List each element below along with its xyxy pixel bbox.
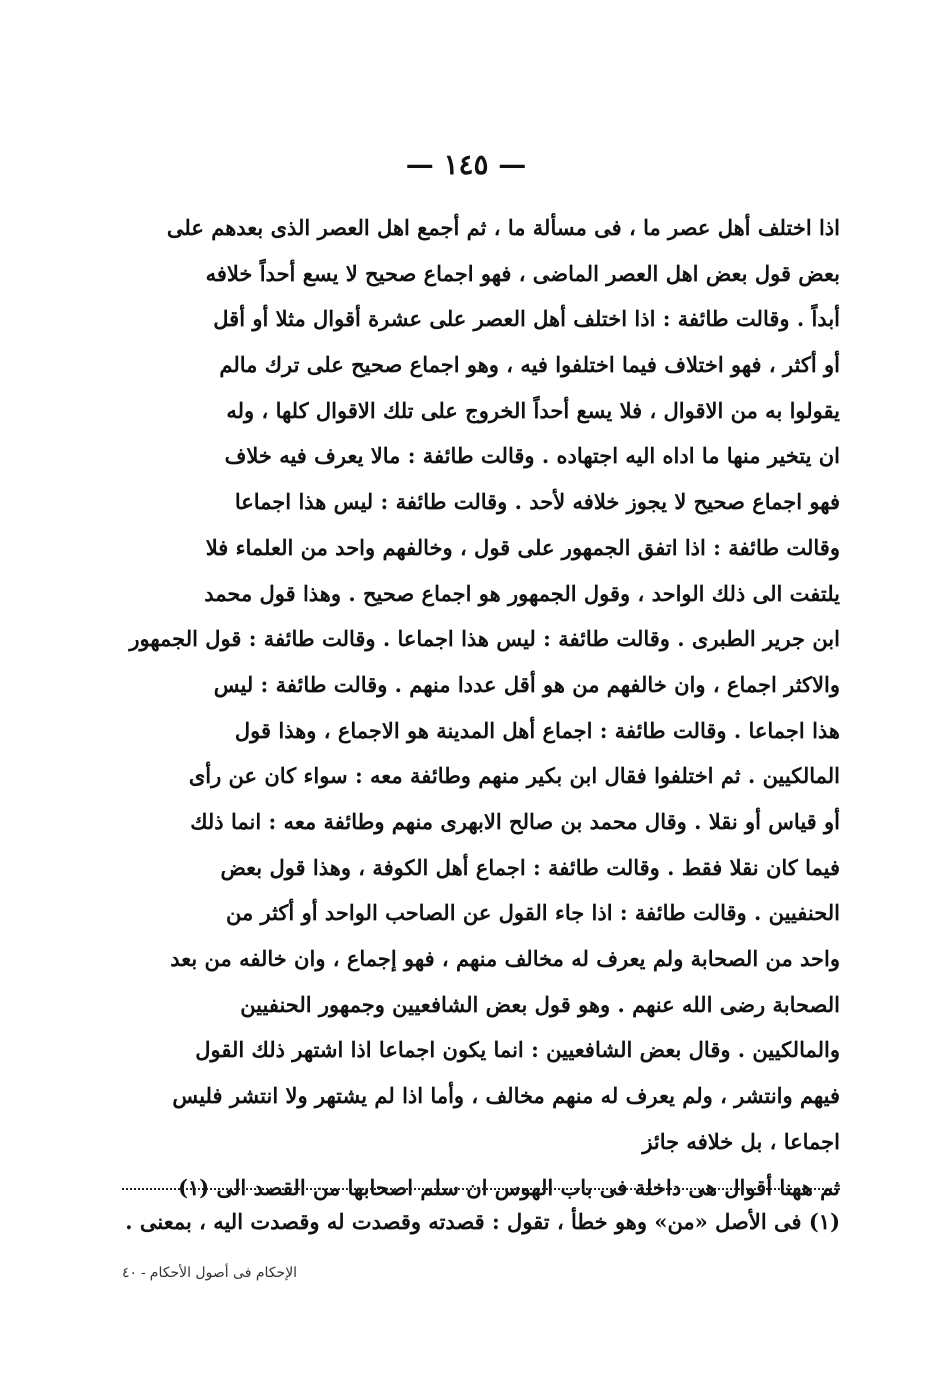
text-line: فهو اجماع صحيح لا يجوز خلافه لأحد . وقالت طائفة : ليس هذا اجماعا <box>234 489 840 515</box>
text-line: هذا اجماعا . وقالت طائفة : اجماع أهل المدينة هو الاجماع ، وهذا قول <box>234 717 840 743</box>
text-line: أبداً . وقالت طائفة : اذا اختلف أهل العصر على عشرة أقوال مثلا أو أقل <box>213 306 840 332</box>
text-line: المالكيين . ثم اختلفوا فقال ابن بكير منهم وطائفة معه : سواء كان عن رأى <box>188 763 840 789</box>
text-line: وقالت طائفة : اذا اتفق الجمهور على قول ، وخالفهم واحد من العلماء فلا <box>205 534 840 560</box>
signature-separator: - <box>141 1265 146 1281</box>
signature-sheet-number: ٤٠ <box>122 1265 138 1281</box>
text-line: الحنفيين . وقالت طائفة : اذا جاء القول عن الصاحب الواحد أو أكثر من <box>225 900 840 926</box>
text-line: والاكثر اجماع ، وان خالفهم من هو أقل عددا منهم . وقالت طائفة : ليس <box>213 671 840 697</box>
text-line: يقولوا به من الاقوال ، فلا يسع أحداً الخروج على تلك الاقوال كلها ، وله <box>226 397 840 423</box>
main-text-block <box>122 205 840 1212</box>
page-number: — ١٤٥ — <box>405 148 527 181</box>
text-line: اجماعا ، بل خلافه جائز <box>642 1128 840 1154</box>
text-line: الصحابة رضى الله عنهم . وهو قول بعض الشافعيين وجمهور الحنفيين <box>240 991 840 1017</box>
text-line: ان يتخير منها ما اداه اليه اجتهاده . وقالت طائفة : مالا يعرف فيه خلاف <box>224 443 840 469</box>
text-line: والمالكيين . وقال بعض الشافعيين : انما يكون اجماعا اذا اشتهر ذلك القول <box>195 1037 840 1063</box>
text-line: بعض قول بعض اهل العصر الماضى ، فهو اجماع صحيح لا يسع أحداً خلافه <box>205 260 840 286</box>
text-line: يلتفت الى ذلك الواحد ، وقول الجمهور هو اجماع صحيح . وهذا قول محمد <box>204 580 840 606</box>
new-paragraph-line: ثم ههنا أقوال هى داخلة فى باب الهوس ان سلم اصحابها من القصد الى (١) <box>178 1175 840 1201</box>
footnote: (١) فى الأصل «من» وهو خطأ ، تقول : قصدته وقصدت له وقصدت اليه ، بمعنى . <box>125 1209 840 1234</box>
text-line: ابن جرير الطبرى . وقالت طائفة : ليس هذا اجماعا . وقالت طائفة : قول الجمهور <box>129 626 840 652</box>
text-line: فيما كان نقلا فقط . وقالت طائفة : اجماع أهل الكوفة ، وهذا قول بعض <box>220 854 840 880</box>
printer-signature <box>122 1262 362 1284</box>
text-line: واحد من الصحابة ولم يعرف له مخالف منهم ، فهو إجماع ، وان خالفه من بعد <box>170 946 840 971</box>
text-line: أو قياس أو نقلا . وقال محمد بن صالح الابهرى منهم وطائفة معه : انما ذلك <box>190 808 840 834</box>
footnote-separator <box>122 1188 840 1190</box>
text-line: أو أكثر ، فهو اختلاف فيما اختلفوا فيه ، وهو اجماع صحيح على ترك مالم <box>219 352 840 378</box>
text-line: اذا اختلف أهل عصر ما ، فى مسألة ما ، ثم أجمع اهل العصر الذى بعدهم على <box>166 215 840 240</box>
signature-book-title: الإحكام فى أصول الأحكام <box>149 1265 298 1281</box>
text-line: فيهم وانتشر ، ولم يعرف له منهم مخالف ، وأما اذا لم يشتهر ولا انتشر فليس <box>172 1083 840 1109</box>
